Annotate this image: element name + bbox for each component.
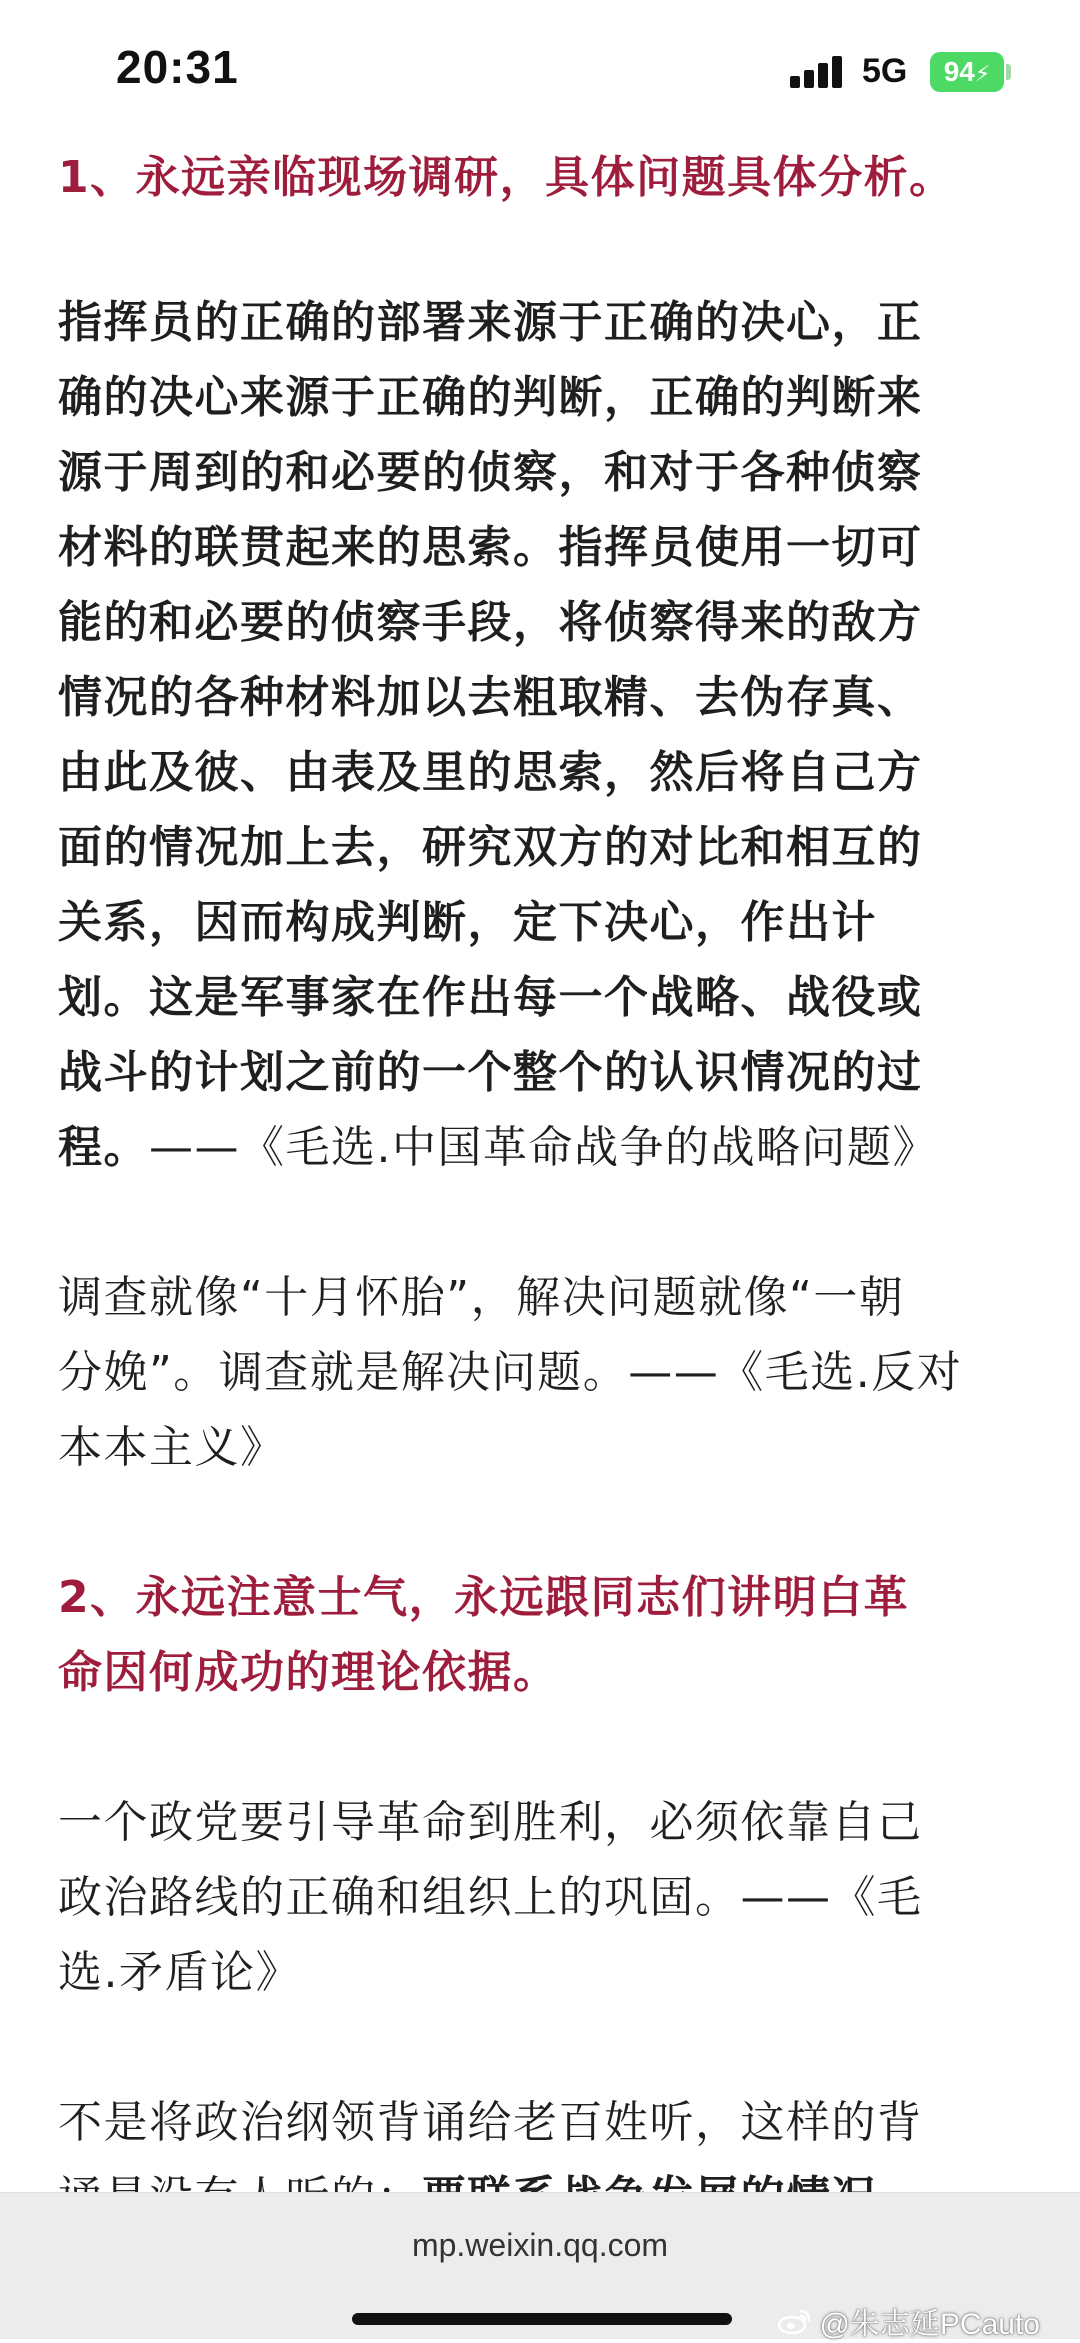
home-indicator[interactable]	[352, 2313, 732, 2325]
paragraph-line: 情况的各种材料加以去粗取精、去伪存真、	[58, 672, 923, 723]
paragraph-line: 材料的联贯起来的思索。指挥员使用一切可	[58, 522, 923, 573]
paragraph-line: 划。这是军事家在作出每一个战略、战役或	[58, 972, 923, 1023]
paragraph-line: 源于周到的和必要的侦察，和对于各种侦察	[58, 447, 923, 498]
cellular-signal-icon	[790, 54, 846, 88]
paragraph-line: 本本主义》	[58, 1422, 286, 1473]
heading-line: 命因何成功的理论依据。	[58, 1647, 559, 1698]
paragraph-line: 分娩”。调查就是解决问题。——《毛选.反对	[58, 1347, 963, 1398]
citation: ——《毛选.中国革命战争的战略问题》	[149, 1122, 938, 1173]
paragraph-line: 调查就像“十月怀胎”，解决问题就像“一朝	[58, 1272, 905, 1323]
battery-cap	[1006, 64, 1011, 80]
watermark-text: @朱志延PCauto	[819, 2308, 1040, 2341]
paragraph-line: 关系，因而构成判断，定下决心，作出计	[58, 897, 877, 948]
url-text[interactable]: mp.weixin.qq.com	[411, 2227, 669, 2263]
section-heading-2	[58, 1560, 1028, 1710]
weibo-logo-icon	[777, 2307, 813, 2335]
paragraph-line	[58, 1110, 1028, 1185]
paragraph-line: 政治路线的正确和组织上的巩固。——《毛	[58, 1872, 923, 1923]
paragraph-line: 选.矛盾论》	[58, 1947, 301, 1998]
paragraph-line: 指挥员的正确的部署来源于正确的决心，正	[58, 297, 923, 348]
status-time: 20:31	[116, 41, 239, 93]
watermark	[777, 2299, 1040, 2343]
network-type: 5G	[862, 52, 908, 90]
paragraph-line: 战斗的计划之前的一个整个的认识情况的过	[58, 1047, 923, 1098]
article-body	[58, 140, 1028, 2235]
paragraph-line: 不是将政治纲领背诵给老百姓听，这样的背	[58, 2097, 923, 2148]
browser-address-bar[interactable]	[0, 2192, 1080, 2339]
section-heading-1: 1、永远亲临现场调研，具体问题具体分析。	[58, 152, 955, 203]
paragraph-line: 能的和必要的侦察手段，将侦察得来的敌方	[58, 597, 923, 648]
paragraph-1	[58, 285, 1028, 1185]
paragraph-line: 一个政党要引导革命到胜利，必须依靠自己	[58, 1797, 923, 1848]
battery-level: 94	[943, 56, 975, 87]
battery-icon	[930, 52, 1004, 92]
paragraph-line-bold: 程。	[58, 1122, 149, 1173]
paragraph-2	[58, 1260, 1028, 1485]
paragraph-3	[58, 1785, 1028, 2010]
charging-bolt-icon: ⚡	[974, 61, 991, 86]
paragraph-line: 由此及彼、由表及里的思索，然后将自己方	[58, 747, 923, 798]
paragraph-line: 确的决心来源于正确的判断，正确的判断来	[58, 372, 923, 423]
heading-line: 2、永远注意士气，永远跟同志们讲明白革	[58, 1572, 910, 1623]
paragraph-line: 面的情况加上去，研究双方的对比和相互的	[58, 822, 923, 873]
status-bar	[0, 0, 1080, 130]
